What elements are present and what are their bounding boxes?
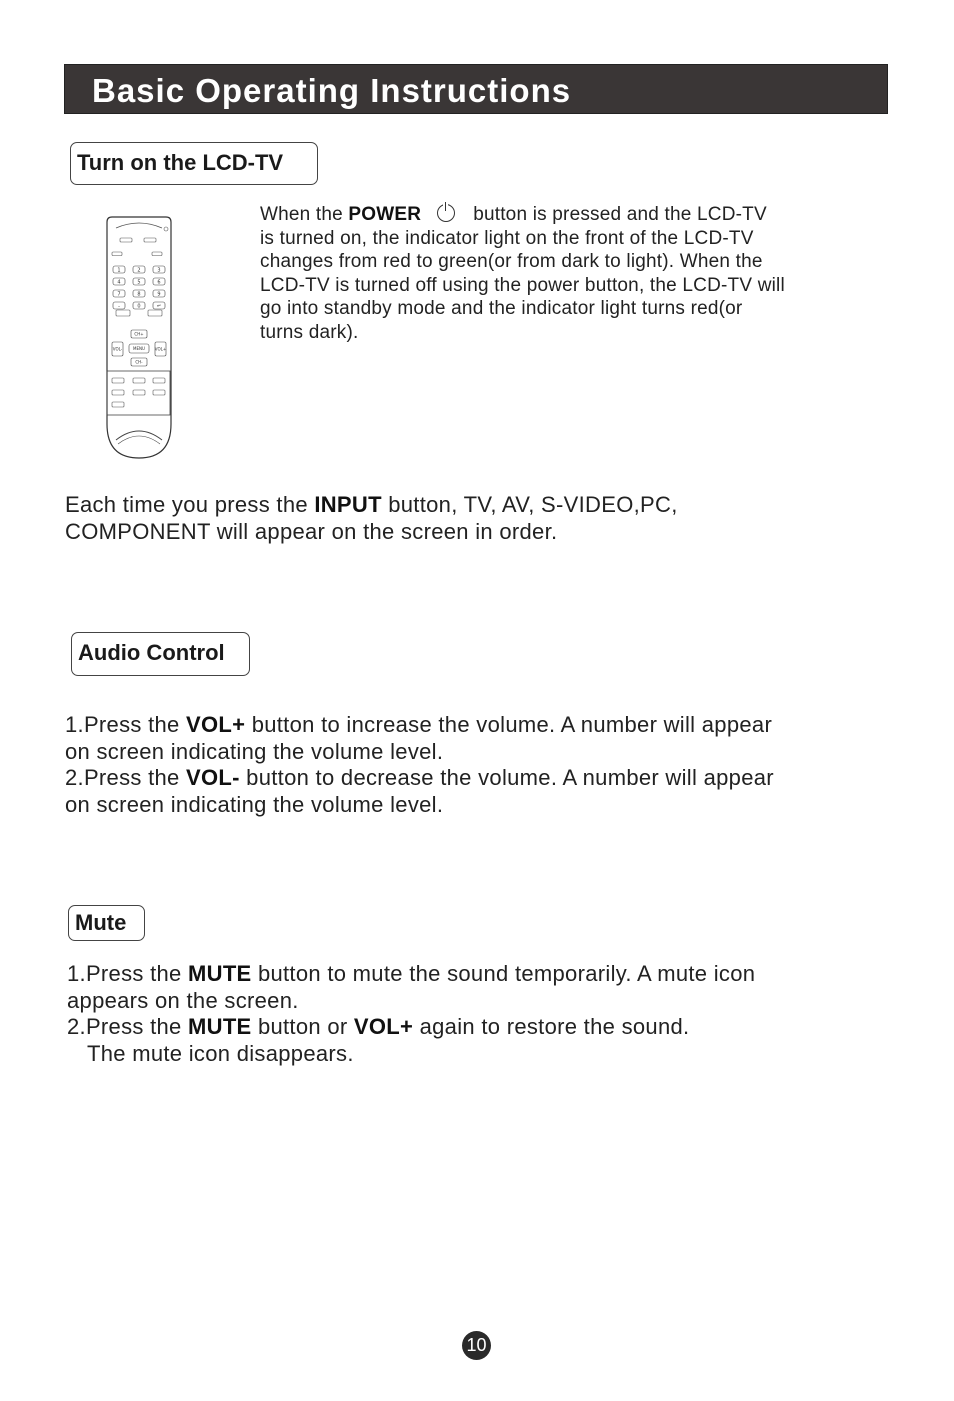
remote-key-label: 9 xyxy=(157,291,161,298)
turn-on-line-6: turns dark). xyxy=(260,321,359,343)
text-run: 1.Press the xyxy=(65,712,186,737)
vol-plus-keyword: VOL+ xyxy=(186,712,246,737)
text-run: When the xyxy=(260,204,349,225)
audio-line-3 xyxy=(65,765,774,792)
section-label-audio xyxy=(71,632,250,676)
remote-key-label: 2 xyxy=(137,267,141,274)
turn-on-paragraph xyxy=(260,203,785,344)
vol-plus-keyword: VOL+ xyxy=(353,1014,414,1039)
remote-key-label: 3 xyxy=(157,267,161,274)
text-run: button or xyxy=(251,1014,354,1039)
header-bar xyxy=(64,64,888,114)
remote-key-label: 0 xyxy=(137,303,141,310)
text-run: button to increase the volume. A number will appear xyxy=(245,712,773,737)
mute-paragraph xyxy=(67,961,755,1067)
power-icon xyxy=(433,203,459,227)
text-run: Each time you press the xyxy=(65,492,315,517)
page-number-badge xyxy=(462,1331,491,1360)
remote-key-label: 5 xyxy=(137,279,141,286)
mute-line-2: appears on the screen. xyxy=(67,987,299,1013)
text-run: 2.Press the xyxy=(65,765,186,790)
turn-on-line-4: LCD-TV is turned off using the power button, the LCD-TV will xyxy=(260,274,785,296)
turn-on-line-5: go into standby mode and the indicator light turns red(or xyxy=(260,298,743,319)
remote-key-label: - xyxy=(118,303,120,310)
remote-vol-down-label: VOL- xyxy=(112,346,123,352)
audio-paragraph xyxy=(65,712,774,818)
section-label-mute xyxy=(68,905,145,941)
page-number: 10 xyxy=(466,1335,487,1355)
input-paragraph xyxy=(65,492,678,545)
audio-line-2: on screen indicating the volume level. xyxy=(65,738,444,764)
turn-on-line-3: changes from red to green(or from dark to light). When the xyxy=(260,251,763,272)
remote-control-illustration xyxy=(104,214,174,460)
section-label-text: Turn on the LCD-TV xyxy=(77,150,284,175)
mute-keyword: MUTE xyxy=(188,1014,252,1039)
text-run: button, TV, AV, S-VIDEO,PC, xyxy=(381,492,678,517)
audio-line-1 xyxy=(65,712,774,739)
section-label-turn-on xyxy=(70,142,318,185)
power-symbol xyxy=(437,204,455,222)
text-run: again to restore the sound. xyxy=(413,1014,690,1039)
section-label-text: Audio Control xyxy=(78,640,225,665)
remote-menu-label: MENU xyxy=(133,346,145,351)
audio-line-4: on screen indicating the volume level. xyxy=(65,791,444,817)
input-keyword: INPUT xyxy=(314,492,382,517)
text-run: button to mute the sound temporarily. A mute icon xyxy=(251,961,756,986)
remote-key-label: 6 xyxy=(157,279,161,286)
remote-key-label: 7 xyxy=(117,291,121,298)
text-run: 1.Press the xyxy=(67,961,188,986)
input-line-2: COMPONENT will appear on the screen in order. xyxy=(65,518,558,544)
remote-ch-down-label: CH- xyxy=(135,359,143,365)
page-title: Basic Operating Instructions xyxy=(92,72,572,109)
remote-key-label: 1 xyxy=(117,267,121,274)
text-run: button is pressed and the LCD-TV xyxy=(473,204,767,225)
vol-minus-keyword: VOL- xyxy=(186,765,240,790)
remote-vol-up-label: VOL+ xyxy=(154,346,167,352)
remote-ch-up-label: CH+ xyxy=(134,331,144,337)
remote-key-label: 4 xyxy=(117,279,121,286)
text-run: button to decrease the volume. A number will appear xyxy=(239,765,774,790)
remote-key-label: ↵ xyxy=(156,303,162,310)
turn-on-line-1 xyxy=(260,203,785,227)
power-keyword: POWER xyxy=(348,204,422,225)
input-line-1 xyxy=(65,492,678,519)
mute-keyword: MUTE xyxy=(188,961,252,986)
mute-line-3 xyxy=(67,1014,755,1041)
section-label-text: Mute xyxy=(75,910,127,935)
remote-key-label: 8 xyxy=(137,291,141,298)
mute-line-1 xyxy=(67,961,755,988)
mute-line-4: The mute icon disappears. xyxy=(87,1040,354,1066)
text-run: 2.Press the xyxy=(67,1014,188,1039)
turn-on-line-2: is turned on, the indicator light on the front of the LCD-TV xyxy=(260,227,754,249)
